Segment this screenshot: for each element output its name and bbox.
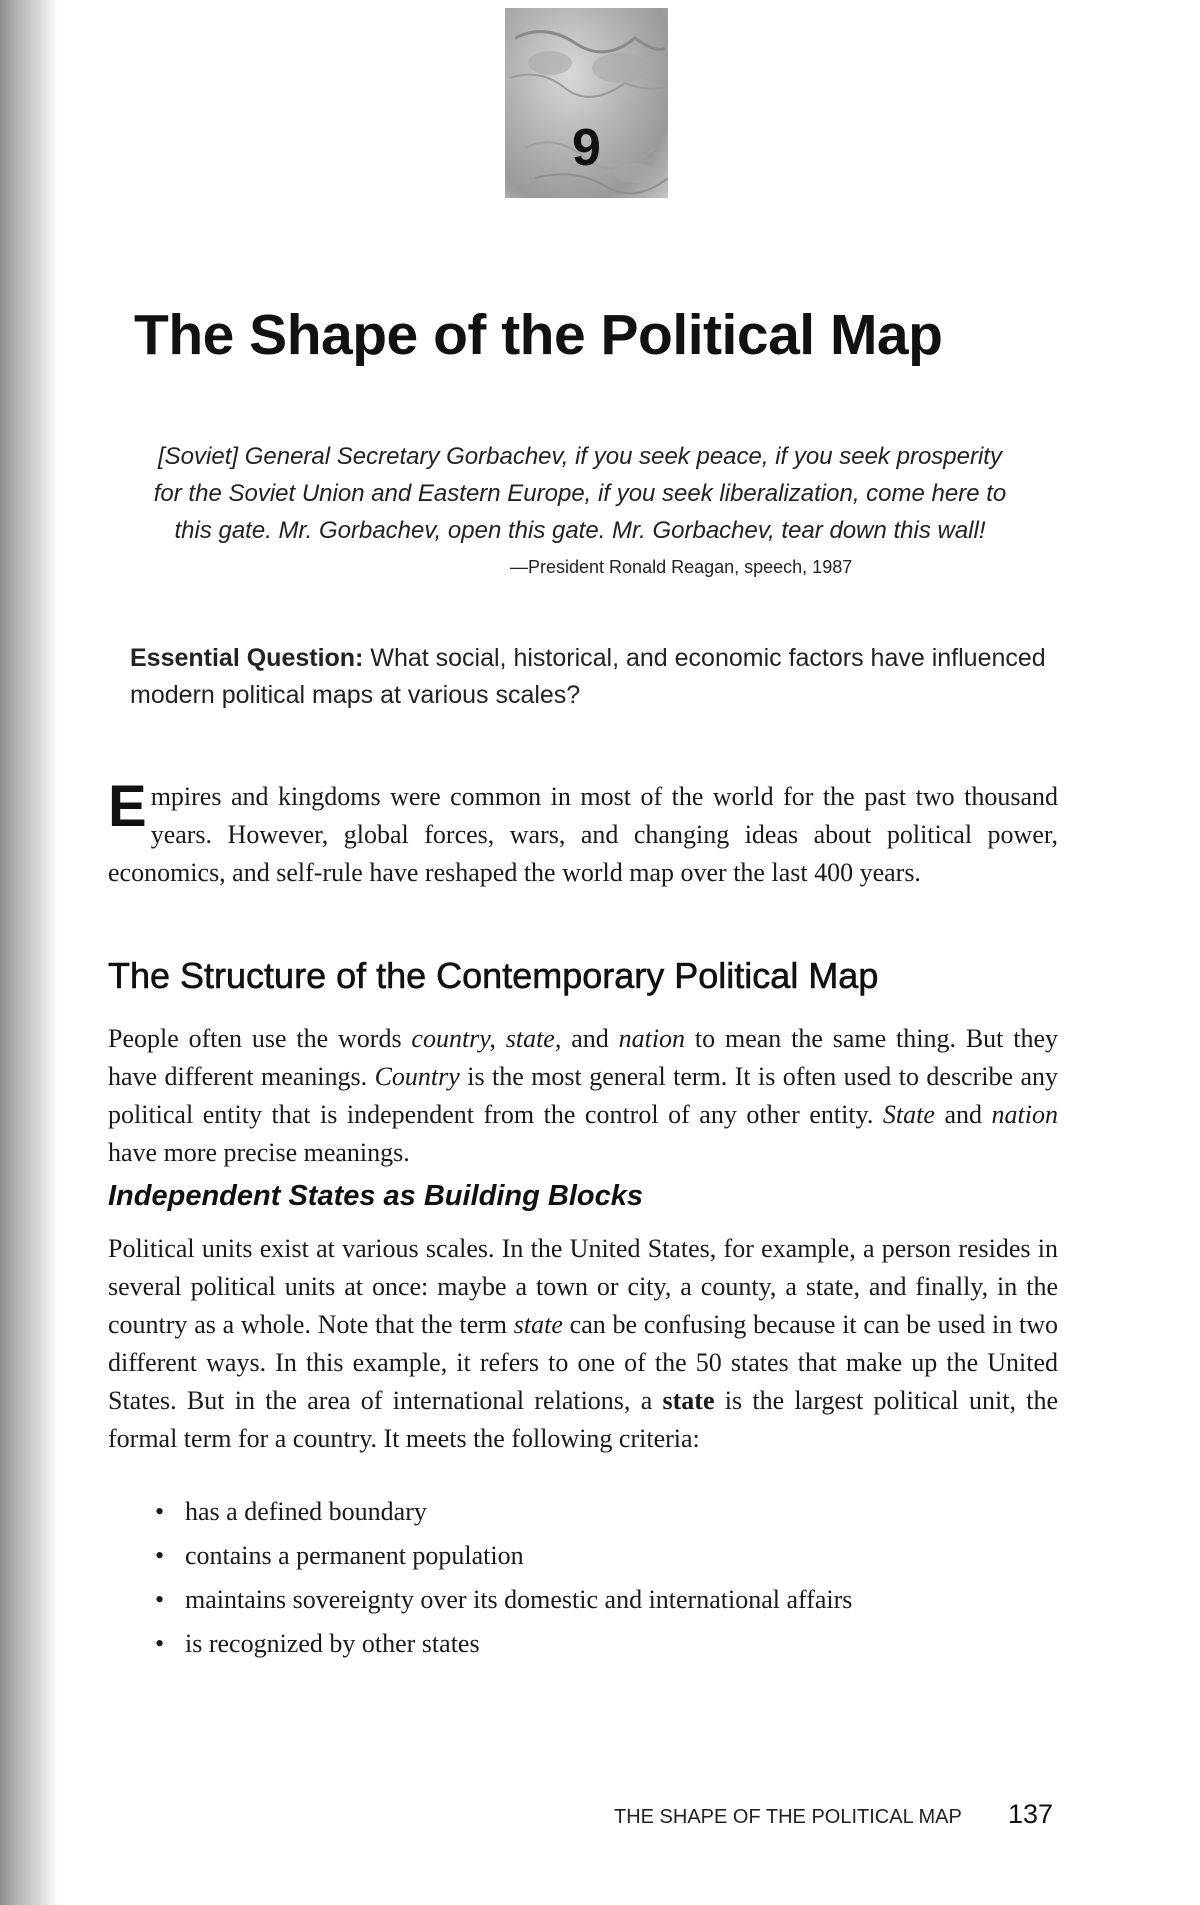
epigraph-line: [Soviet] General Secretary Gorbachev, if you seek peace, if you seek prosperity — [158, 443, 1002, 470]
bold-key-term: state — [662, 1386, 715, 1415]
subsection-heading: Independent States as Building Blocks — [108, 1180, 643, 1212]
italic-term: state — [513, 1310, 563, 1339]
structure-paragraph — [108, 1020, 1058, 1172]
criteria-item: • has a defined boundary — [155, 1493, 852, 1537]
section-heading: The Structure of the Contemporary Political Map — [108, 955, 879, 996]
epigraph-quote — [100, 438, 1060, 549]
states-paragraph — [108, 1230, 1058, 1458]
criteria-item: • maintains sovereignty over its domestic and international affairs — [155, 1581, 852, 1625]
essential-question-label: Essential Question: — [130, 644, 364, 672]
epigraph-attribution: —President Ronald Reagan, speech, 1987 — [510, 557, 853, 577]
running-footer-title: THE SHAPE OF THE POLITICAL MAP — [614, 1806, 962, 1828]
italic-term: nation — [618, 1024, 686, 1053]
criteria-list — [155, 1493, 852, 1669]
paragraph-text: People often use the words — [108, 1024, 412, 1053]
paragraph-text: and — [561, 1024, 619, 1053]
epigraph-line: this gate. Mr. Gorbachev, open this gate. Mr. Gorbachev, tear down this wall! — [174, 517, 986, 544]
paragraph-text: can be confusing because it can be used in two different ways. In this example, it refers to one of the 50 states that make up the United States. But in the area of international relations, a — [108, 1310, 1058, 1415]
page-number: 137 — [1008, 1799, 1054, 1829]
criteria-item: • contains a permanent population — [155, 1537, 852, 1581]
criteria-item: • is recognized by other states — [155, 1625, 852, 1669]
italic-term: Country — [374, 1062, 460, 1091]
intro-text: mpires and kingdoms were common in most of the world for the past two thousand years. However, global forces, wars, and changing ideas about political power, economics, and self-rule have reshaped the world map over the last 400 years. — [108, 782, 1058, 887]
italic-term: country, state, — [411, 1024, 562, 1053]
chapter-title: The Shape of the Political Map — [134, 303, 943, 367]
italic-term: nation — [991, 1100, 1058, 1129]
paragraph-text: is the largest political unit, the formal term for a country. It meets the following criteria: — [108, 1386, 1058, 1453]
paragraph-text: to mean the same thing. But they have different meanings. — [108, 1024, 1058, 1091]
intro-paragraph — [108, 774, 1058, 892]
drop-cap: E — [108, 774, 147, 839]
paragraph-text: is the most general term. It is often used to describe any political entity that is independent from the control of any other entity. — [108, 1062, 1058, 1129]
essential-question-text: What social, historical, and economic factors have influenced modern political maps at various scales? — [130, 644, 1046, 709]
chapter-badge — [505, 8, 668, 198]
italic-term: State — [882, 1100, 935, 1129]
paragraph-text: and — [934, 1100, 992, 1129]
epigraph-line: for the Soviet Union and Eastern Europe, if you seek liberalization, come here to — [153, 480, 1007, 507]
paragraph-text: Political units exist at various scales. In the United States, for example, a person resides in several political units at once: maybe a town or city, a county, a state, and finally, in the country as a whole. Note that the term — [108, 1234, 1058, 1339]
page-spine-shadow — [0, 0, 58, 1905]
paragraph-text: have more precise meanings. — [108, 1138, 410, 1167]
chapter-number: 9 — [572, 119, 601, 177]
essential-question — [130, 640, 1050, 714]
